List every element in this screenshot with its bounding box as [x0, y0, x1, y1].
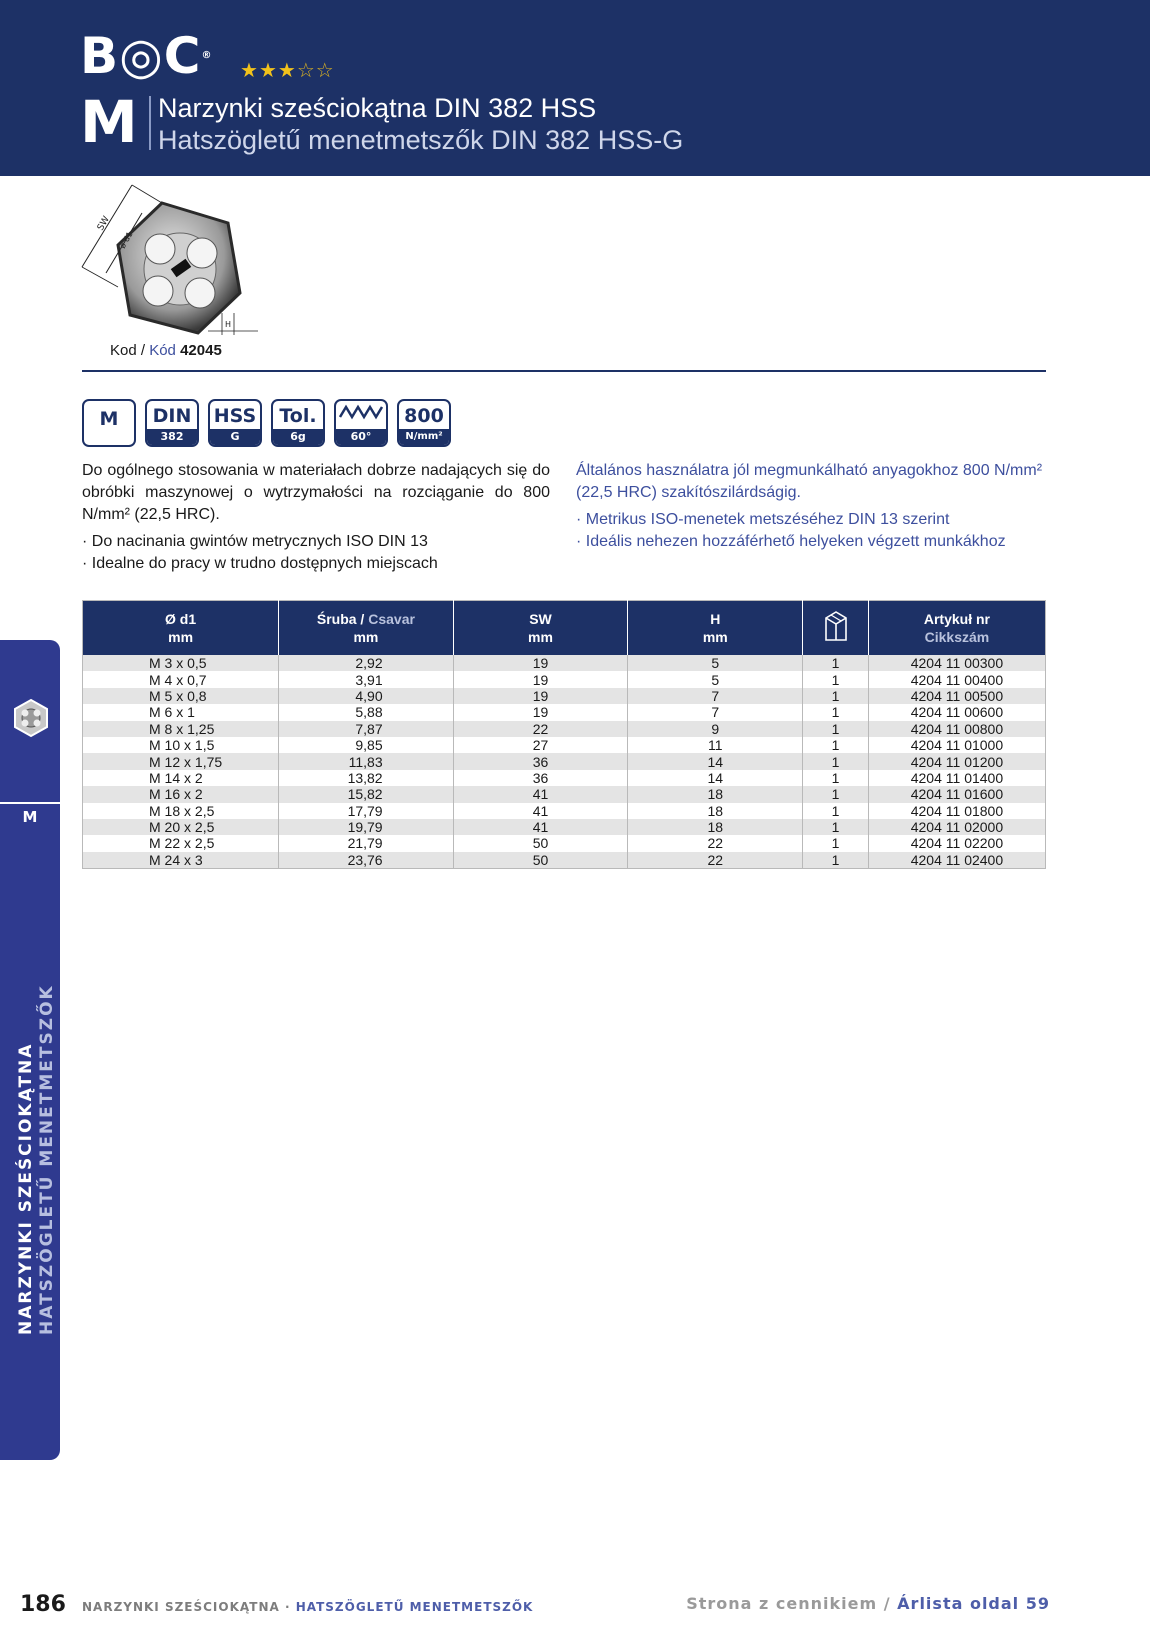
- cell-d1: M 22 x 2,5: [83, 835, 279, 851]
- cell-d1: M 3 x 0,5: [83, 655, 279, 671]
- cell-sw: 41: [453, 786, 628, 802]
- cell-h: 22: [628, 852, 803, 869]
- cell-screw: 11,83: [279, 753, 453, 769]
- cell-sw: 27: [453, 737, 628, 753]
- cell-article: 4204 11 00800: [868, 721, 1045, 737]
- sw-label: SW: [95, 214, 112, 233]
- package-icon: [822, 608, 850, 644]
- cell-article: 4204 11 01600: [868, 786, 1045, 802]
- cell-d1: M 6 x 1: [83, 704, 279, 720]
- footer: [20, 1592, 1050, 1618]
- cell-h: 14: [628, 770, 803, 786]
- cell-pack: 1: [803, 835, 869, 851]
- cell-d1: M 12 x 1,75: [83, 753, 279, 769]
- cell-d1: M 5 x 0,8: [83, 688, 279, 704]
- cell-h: 14: [628, 753, 803, 769]
- cell-article: 4204 11 01200: [868, 753, 1045, 769]
- thread-profile-icon: [336, 401, 386, 429]
- description-polish: Do ogólnego stosowania w materiałach dobrze nadających się do obróbki maszynowej o wytrzymałości na rozciąganie do 800 N/mm² (22,5 HRC). · Do nacinania gwintów metrycznych ISO DIN 13 · Idealne do pracy w trudno dostępnych miejscach: [82, 462, 550, 572]
- cell-sw: 19: [453, 688, 628, 704]
- badge-metric: M: [82, 399, 136, 447]
- badge-strength: 800 N/mm²: [397, 399, 451, 447]
- cell-article: 4204 11 02400: [868, 852, 1045, 869]
- cell-sw: 50: [453, 835, 628, 851]
- cell-article: 4204 11 00600: [868, 704, 1045, 720]
- description-hungarian: Általános használatra jól megmunkálható anyagokhoz 800 N/mm² (22,5 HRC) szakítószilárdságig. · Metrikus ISO-menetek metszéséhez DIN 13 szerint · Ideális nehezen hozzáférhető helyeken végzett munkákhoz: [576, 462, 1043, 550]
- cell-h: 18: [628, 786, 803, 802]
- cell-pack: 1: [803, 852, 869, 869]
- table-row: [83, 737, 1046, 753]
- cell-article: 4204 11 00400: [868, 671, 1045, 687]
- col-header-h: H mm: [628, 601, 803, 656]
- title-divider: [149, 96, 151, 150]
- rating-stars: [240, 58, 335, 83]
- cell-h: 18: [628, 819, 803, 835]
- product-table: [82, 600, 1046, 869]
- cell-pack: 1: [803, 721, 869, 737]
- badge-hss: HSS G: [208, 399, 262, 447]
- table-row: [83, 753, 1046, 769]
- cell-sw: 36: [453, 770, 628, 786]
- hex-die-icon: [11, 698, 51, 738]
- d1-label: ø d1: [117, 230, 135, 250]
- table-row: [83, 704, 1046, 720]
- table-row: [83, 770, 1046, 786]
- cell-h: 5: [628, 671, 803, 687]
- cell-h: 11: [628, 737, 803, 753]
- side-tab-letter: M: [22, 808, 38, 826]
- cell-screw: 2,92: [279, 655, 453, 671]
- cell-screw: 5,88: [279, 704, 453, 720]
- title-hungarian: Hatszögletű menetmetszők DIN 382 HSS-G: [158, 125, 684, 155]
- cell-sw: 22: [453, 721, 628, 737]
- cell-d1: M 20 x 2,5: [83, 819, 279, 835]
- cell-sw: 41: [453, 803, 628, 819]
- cell-d1: M 14 x 2: [83, 770, 279, 786]
- cell-h: 5: [628, 655, 803, 671]
- cell-pack: 1: [803, 671, 869, 687]
- footer-price-list-ref: Strona z cennikiem / Árlista oldal 59: [686, 1594, 1050, 1613]
- section-letter: M: [80, 88, 138, 156]
- side-tab-divider: [0, 802, 60, 804]
- cell-article: 4204 11 02200: [868, 835, 1045, 851]
- hex-die-illustration: [80, 183, 270, 343]
- table-row: [83, 671, 1046, 687]
- cell-h: 7: [628, 704, 803, 720]
- cell-screw: 19,79: [279, 819, 453, 835]
- cell-pack: 1: [803, 688, 869, 704]
- cell-pack: 1: [803, 803, 869, 819]
- badge-din: DIN 382: [145, 399, 199, 447]
- cell-sw: 50: [453, 852, 628, 869]
- star-empty-icon: ☆: [315, 60, 335, 82]
- cell-h: 9: [628, 721, 803, 737]
- badge-tolerance: Tol. 6g: [271, 399, 325, 447]
- table-row: [83, 786, 1046, 802]
- cell-d1: M 16 x 2: [83, 786, 279, 802]
- cell-d1: M 8 x 1,25: [83, 721, 279, 737]
- cell-pack: 1: [803, 655, 869, 671]
- col-header-article: Artykuł nr Cikkszám: [868, 601, 1045, 656]
- cell-screw: 23,76: [279, 852, 453, 869]
- table-row: [83, 721, 1046, 737]
- col-header-d1: Ø d1 mm: [83, 601, 279, 656]
- col-header-sw: SW mm: [453, 601, 628, 656]
- table-header-row: [83, 601, 1046, 656]
- cell-article: 4204 11 02000: [868, 819, 1045, 835]
- cell-screw: 13,82: [279, 770, 453, 786]
- cell-h: 18: [628, 803, 803, 819]
- cell-pack: 1: [803, 753, 869, 769]
- cell-article: 4204 11 00300: [868, 655, 1045, 671]
- side-vertical-title: NARZYNKI SZEŚCIOKĄTNA HATSZÖGLETŰ MENETMETSZŐK: [16, 984, 57, 1335]
- cell-pack: 1: [803, 737, 869, 753]
- cell-screw: 9,85: [279, 737, 453, 753]
- star-filled-icon: ★: [258, 60, 278, 82]
- cell-article: 4204 11 01000: [868, 737, 1045, 753]
- cell-pack: 1: [803, 704, 869, 720]
- cell-d1: M 4 x 0,7: [83, 671, 279, 687]
- cell-screw: 21,79: [279, 835, 453, 851]
- cell-screw: 3,91: [279, 671, 453, 687]
- cell-pack: 1: [803, 770, 869, 786]
- col-header-screw: Śruba / Csavar mm: [279, 601, 453, 656]
- cell-d1: M 18 x 2,5: [83, 803, 279, 819]
- table-row: [83, 819, 1046, 835]
- cell-sw: 41: [453, 819, 628, 835]
- cell-screw: 17,79: [279, 803, 453, 819]
- cell-screw: 4,90: [279, 688, 453, 704]
- cell-pack: 1: [803, 819, 869, 835]
- table-row: [83, 688, 1046, 704]
- header-bar: [0, 0, 1150, 176]
- page-number: 186: [20, 1592, 66, 1617]
- col-header-pack: [803, 601, 869, 656]
- cell-screw: 7,87: [279, 721, 453, 737]
- cell-article: 4204 11 01400: [868, 770, 1045, 786]
- cell-h: 7: [628, 688, 803, 704]
- cell-sw: 36: [453, 753, 628, 769]
- cell-pack: 1: [803, 786, 869, 802]
- product-code: Kod / Kód 42045: [110, 342, 222, 359]
- cell-article: 4204 11 01800: [868, 803, 1045, 819]
- star-empty-icon: ☆: [296, 60, 316, 82]
- cell-d1: M 10 x 1,5: [83, 737, 279, 753]
- star-filled-icon: ★: [277, 60, 297, 82]
- table-row: [83, 835, 1046, 851]
- cell-h: 22: [628, 835, 803, 851]
- star-filled-icon: ★: [240, 60, 259, 82]
- cell-article: 4204 11 00500: [868, 688, 1045, 704]
- table-row: [83, 655, 1046, 671]
- cell-sw: 19: [453, 704, 628, 720]
- h-label: H: [225, 320, 232, 329]
- badge-thread-angle: 60°: [334, 399, 388, 447]
- cell-sw: 19: [453, 655, 628, 671]
- footer-section-title: NARZYNKI SZEŚCIOKĄTNA · HATSZÖGLETŰ MENETMETSZŐK: [82, 1600, 534, 1614]
- boc-logo: B◎C®: [80, 27, 213, 85]
- table-row: [83, 803, 1046, 819]
- section-divider: [82, 370, 1046, 372]
- table-row: [83, 852, 1046, 869]
- cell-d1: M 24 x 3: [83, 852, 279, 869]
- cell-screw: 15,82: [279, 786, 453, 802]
- title-polish: Narzynki sześciokątna DIN 382 HSS: [158, 93, 597, 123]
- cell-sw: 19: [453, 671, 628, 687]
